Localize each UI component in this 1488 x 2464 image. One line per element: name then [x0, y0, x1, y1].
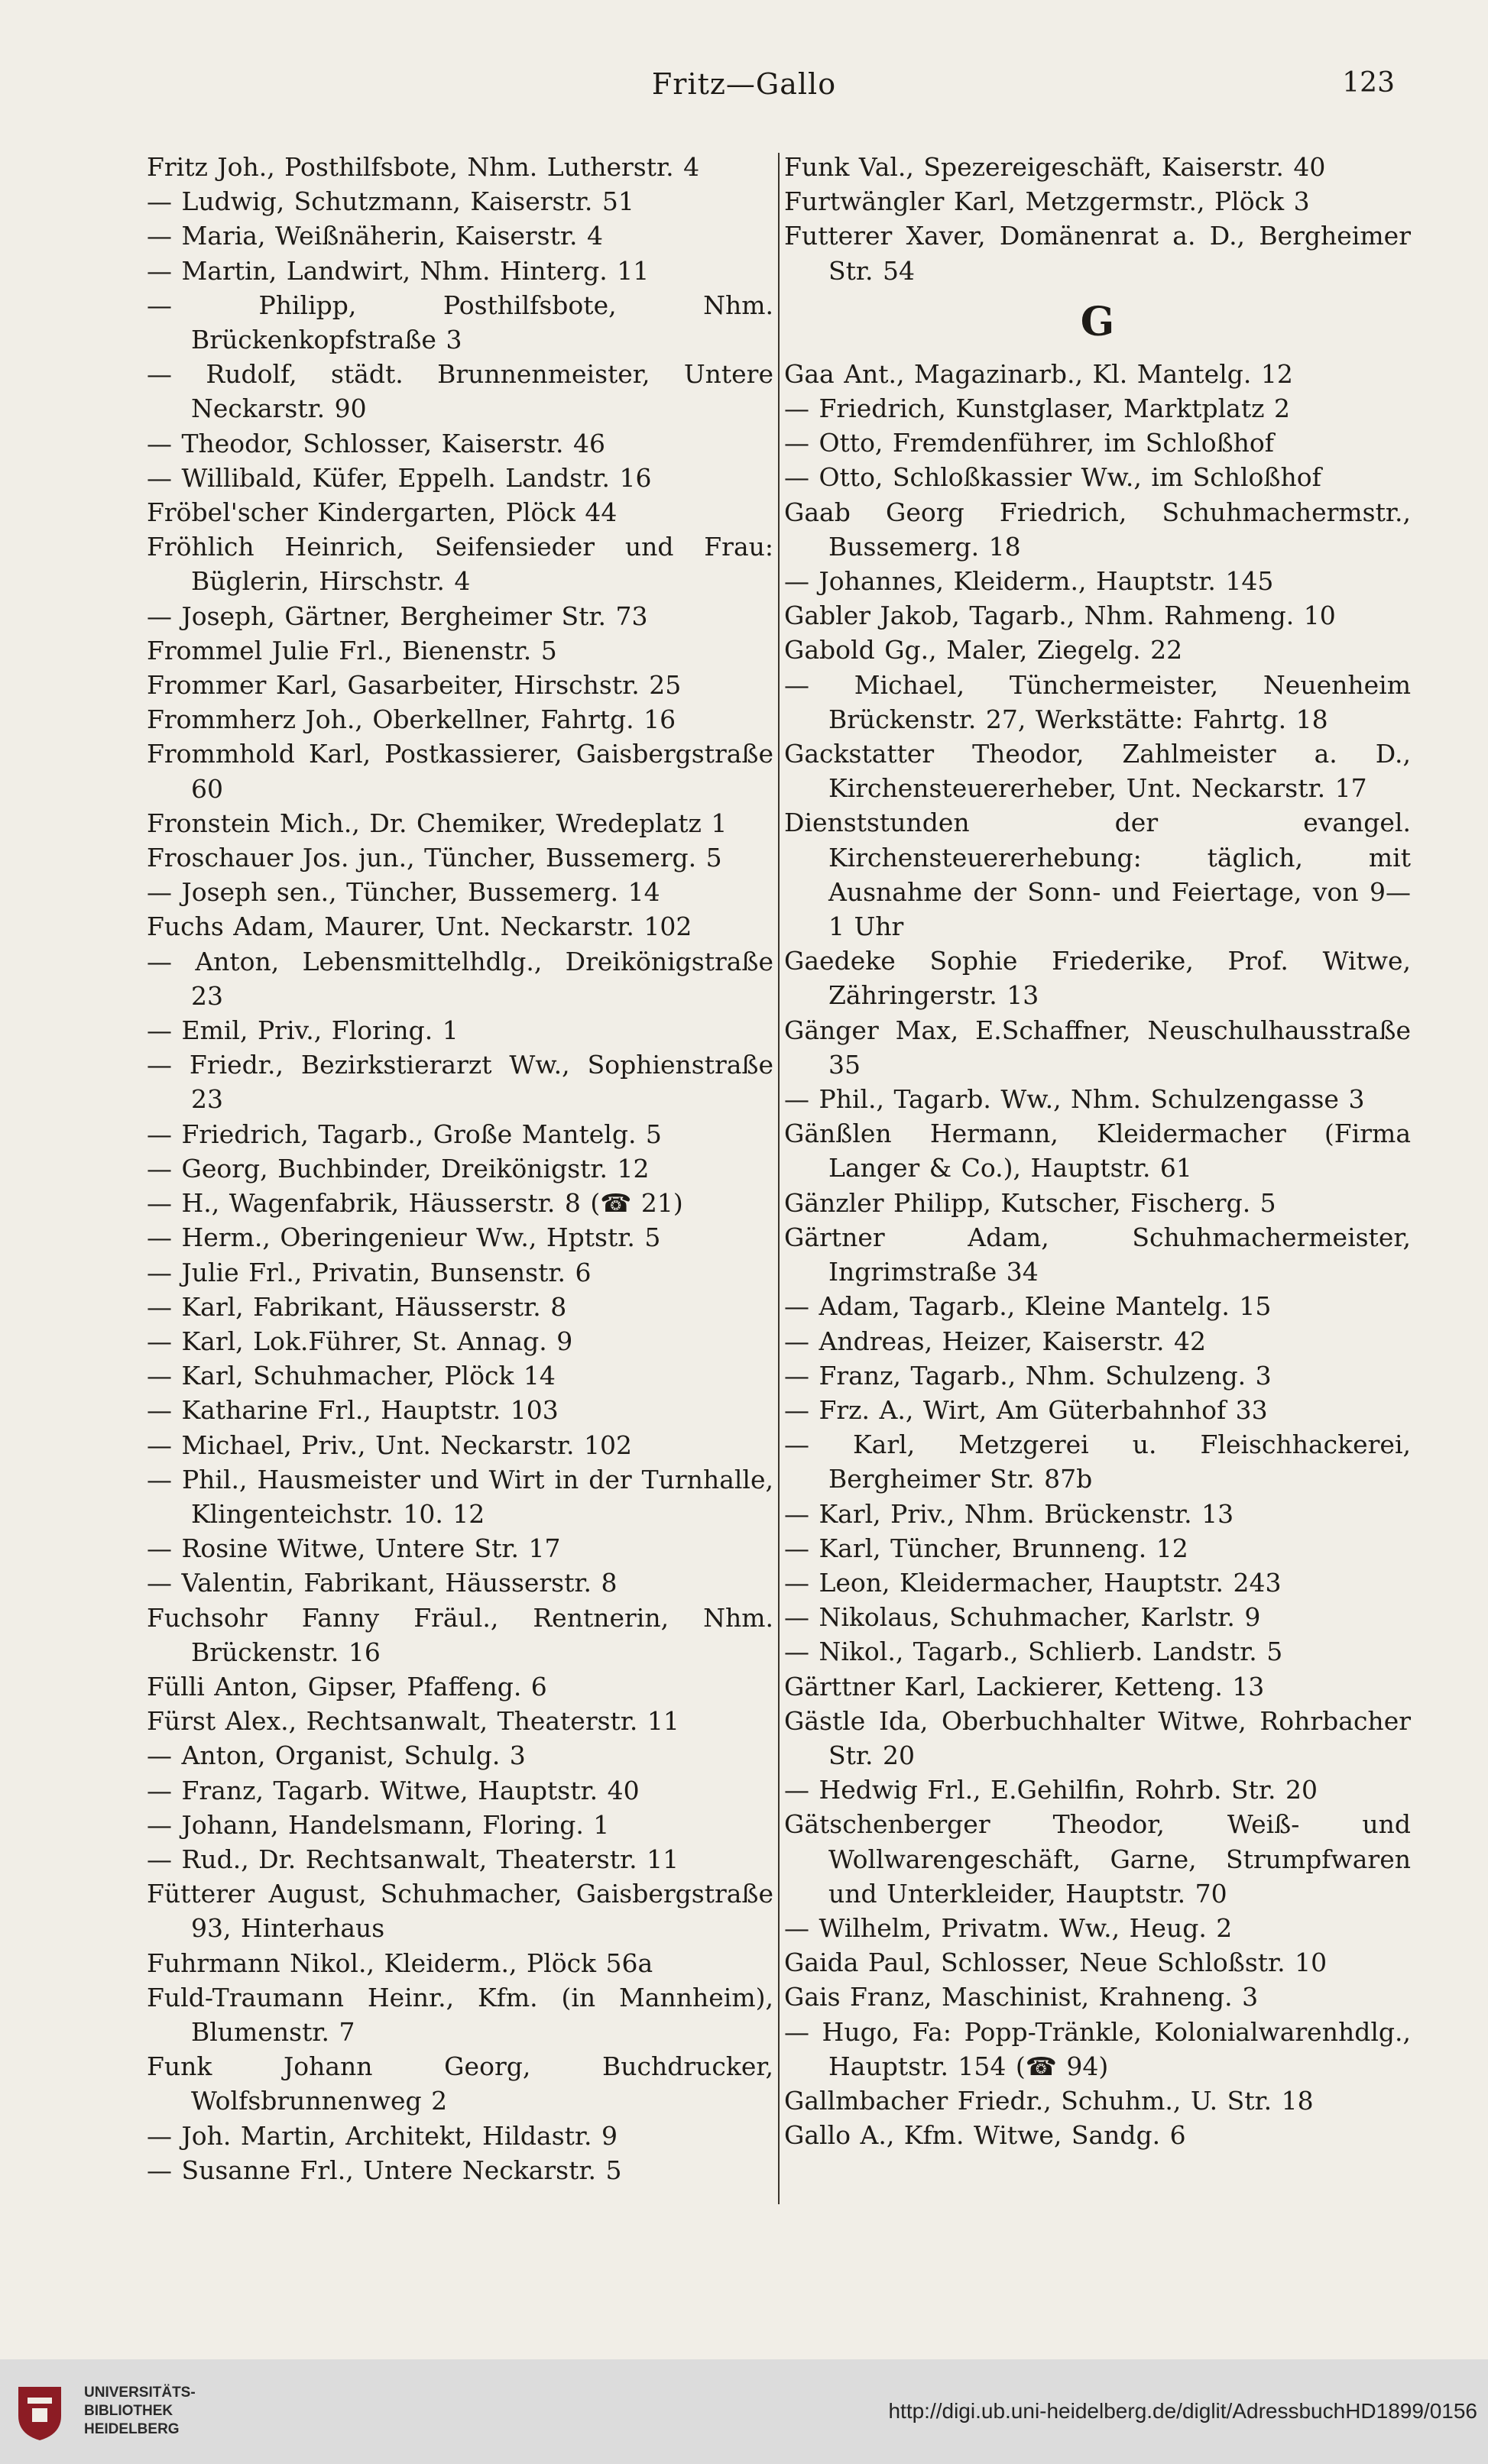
directory-entry: Gais Franz, Maschinist, Krahneng. 3 — [784, 1982, 1259, 2012]
library-logo-text — [84, 2384, 196, 2439]
directory-entry: — Susanne Frl., Untere Neckarstr. 5 — [147, 2155, 622, 2185]
logo-line-2: BIBLIOTHEK — [84, 2403, 173, 2419]
directory-entry: Fuld-Traumann Heinr., Kfm. (in Mannheim), Blumenstr. 7 — [147, 1982, 773, 2047]
directory-entry: Fröhlich Heinrich, Seifensieder und Frau: Büglerin, Hirschstr. 4 — [147, 532, 773, 597]
directory-entry: Furtwängler Karl, Metzgermstr., Plöck 3 — [784, 186, 1310, 217]
directory-entry: Gänger Max, E.Schaffner, Neuschulhausstraße 35 — [784, 1015, 1411, 1080]
directory-entry: — Franz, Tagarb., Nhm. Schulzeng. 3 — [784, 1360, 1272, 1391]
directory-entry: Gallo A., Kfm. Witwe, Sandg. 6 — [784, 2120, 1186, 2151]
directory-entry: — Anton, Organist, Schulg. 3 — [147, 1740, 526, 1771]
right-column-top-entries — [784, 150, 1411, 288]
directory-entry: Funk Johann Georg, Buchdrucker, Wolfsbrunnenweg 2 — [147, 2051, 773, 2116]
directory-entry: Fritz Joh., Posthilfsbote, Nhm. Lutherstr. 4 — [147, 152, 700, 182]
directory-entry: — Rudolf, städt. Brunnenmeister, Untere Neckarstr. 90 — [147, 359, 773, 424]
column-divider — [778, 153, 780, 2204]
directory-entry: Fülli Anton, Gipser, Pfaffeng. 6 — [147, 1671, 547, 1701]
directory-entry: — Andreas, Heizer, Kaiserstr. 42 — [784, 1326, 1206, 1356]
directory-entry: — Friedrich, Tagarb., Große Mantelg. 5 — [147, 1119, 662, 1149]
directory-entry: — Johann, Handelsmann, Floring. 1 — [147, 1809, 610, 1840]
directory-entry: — Anton, Lebensmittelhdlg., Dreikönigstraße 23 — [147, 946, 773, 1011]
directory-entry: — Nikolaus, Schuhmacher, Karlstr. 9 — [784, 1602, 1261, 1633]
university-seal-icon — [15, 2382, 64, 2442]
directory-entry: — Otto, Fremdenführer, im Schloßhof — [784, 428, 1274, 458]
directory-entry: Frommel Julie Frl., Bienenstr. 5 — [147, 635, 557, 665]
directory-entry: Funk Val., Spezereigeschäft, Kaiserstr. 40 — [784, 152, 1326, 182]
directory-entry: Froschauer Jos. jun., Tüncher, Bussemerg. 5 — [147, 843, 722, 873]
directory-entry: — Phil., Hausmeister und Wirt in der Turnhalle, Klingenteichstr. 10. 12 — [147, 1464, 773, 1529]
directory-entry: Gärtner Adam, Schuhmachermeister, Ingrimstraße 34 — [784, 1222, 1411, 1287]
directory-entry: — Philipp, Posthilfsbote, Nhm. Brückenkopfstraße 3 — [147, 290, 773, 355]
directory-entry: — Hugo, Fa: Popp-Tränkle, Kolonialwarenhdlg., Hauptstr. 154 (☎ 94) — [784, 2016, 1411, 2081]
directory-entry: Fürst Alex., Rechtsanwalt, Theaterstr. 11 — [147, 1706, 679, 1737]
directory-entry: — Hedwig Frl., E.Gehilfin, Rohrb. Str. 20 — [784, 1775, 1318, 1805]
directory-entry: — Emil, Priv., Floring. 1 — [147, 1015, 459, 1046]
directory-entry: — Karl, Lok.Führer, St. Annag. 9 — [147, 1326, 573, 1356]
logo-line-1: UNIVERSITÄTS- — [84, 2385, 196, 2401]
directory-entry: Fuhrmann Nikol., Kleiderm., Plöck 56a — [147, 1948, 653, 1978]
directory-entry: — Herm., Oberingenieur Ww., Hptstr. 5 — [147, 1222, 661, 1253]
directory-entry: Gästle Ida, Oberbuchhalter Witwe, Rohrbacher Str. 20 — [784, 1705, 1411, 1770]
directory-entry: Gärttner Karl, Lackierer, Ketteng. 13 — [784, 1671, 1265, 1701]
right-column-entries — [784, 357, 1411, 2153]
directory-entry: — Joseph sen., Tüncher, Bussemerg. 14 — [147, 877, 660, 908]
directory-entry: — Martin, Landwirt, Nhm. Hinterg. 11 — [147, 255, 650, 286]
directory-entry: Gätschenberger Theodor, Weiß- und Wollwarengeschäft, Garne, Strumpfwaren und Unterkleider, Hauptstr. 70 — [784, 1809, 1411, 1909]
page-number: 123 — [1342, 67, 1395, 99]
directory-entry: — Theodor, Schlosser, Kaiserstr. 46 — [147, 428, 606, 458]
directory-entry: Gaa Ant., Magazinarb., Kl. Mantelg. 12 — [784, 358, 1293, 389]
page-title: Fritz—Gallo — [651, 67, 837, 101]
directory-entry: Futterer Xaver, Domänenrat a. D., Bergheimer Str. 54 — [784, 221, 1411, 286]
directory-entry: Gabler Jakob, Tagarb., Nhm. Rahmeng. 10 — [784, 601, 1336, 631]
directory-entry: — Katharine Frl., Hauptstr. 103 — [147, 1395, 559, 1426]
directory-entry: Gallmbacher Friedr., Schuhm., U. Str. 18 — [784, 2085, 1314, 2116]
directory-entry: Fronstein Mich., Dr. Chemiker, Wredeplatz 1 — [147, 808, 728, 838]
directory-entry: — Johannes, Kleiderm., Hauptstr. 145 — [784, 566, 1274, 597]
directory-entry: — Otto, Schloßkassier Ww., im Schloßhof — [784, 462, 1321, 493]
directory-entry: — H., Wagenfabrik, Häusserstr. 8 (☎ 21) — [147, 1188, 683, 1219]
directory-entry: — Julie Frl., Privatin, Bunsenstr. 6 — [147, 1257, 592, 1287]
source-url-link[interactable]: http://digi.ub.uni-heidelberg.de/diglit/AdressbuchHD1899/0156 — [888, 2399, 1477, 2423]
directory-entry: Gaedeke Sophie Friederike, Prof. Witwe, Zähringerstr. 13 — [784, 946, 1411, 1011]
directory-entry: — Friedrich, Kunstglaser, Marktplatz 2 — [784, 393, 1290, 424]
directory-entry: Gänzler Philipp, Kutscher, Fischerg. 5 — [784, 1187, 1276, 1218]
directory-entry: — Michael, Tünchermeister, Neuenheim Brückenstr. 27, Werkstätte: Fahrtg. 18 — [784, 669, 1411, 734]
directory-entry: — Phil., Tagarb. Ww., Nhm. Schulzengasse 3 — [784, 1084, 1365, 1115]
directory-entry: Fuchs Adam, Maurer, Unt. Neckarstr. 102 — [147, 911, 692, 942]
directory-entry: Gaida Paul, Schlosser, Neue Schloßstr. 10 — [784, 1948, 1328, 1978]
directory-entry: — Maria, Weißnäherin, Kaiserstr. 4 — [147, 221, 604, 251]
directory-entry: — Karl, Schuhmacher, Plöck 14 — [147, 1361, 556, 1391]
directory-entry: — Frz. A., Wirt, Am Güterbahnhof 33 — [784, 1394, 1268, 1425]
directory-entry: — Karl, Metzgerei u. Fleischhackerei, Bergheimer Str. 87b — [784, 1430, 1411, 1494]
directory-entry: Frommer Karl, Gasarbeiter, Hirschstr. 25 — [147, 670, 682, 701]
directory-entry: — Joh. Martin, Architekt, Hildastr. 9 — [147, 2120, 618, 2151]
section-letter: G — [1080, 298, 1115, 345]
directory-entry: — Karl, Fabrikant, Häusserstr. 8 — [147, 1291, 567, 1322]
directory-entry: — Rosine Witwe, Untere Str. 17 — [147, 1533, 561, 1564]
directory-entry: — Franz, Tagarb. Witwe, Hauptstr. 40 — [147, 1775, 640, 1805]
directory-entry: Fröbel'scher Kindergarten, Plöck 44 — [147, 497, 618, 528]
directory-entry: — Ludwig, Schutzmann, Kaiserstr. 51 — [147, 186, 634, 217]
directory-entry: — Friedr., Bezirkstierarzt Ww., Sophienstraße 23 — [147, 1050, 773, 1115]
directory-entry: — Rud., Dr. Rechtsanwalt, Theaterstr. 11 — [147, 1844, 679, 1874]
directory-entry: — Karl, Tüncher, Brunneng. 12 — [784, 1533, 1188, 1563]
directory-entry: — Leon, Kleidermacher, Hauptstr. 243 — [784, 1567, 1282, 1598]
directory-entry: Gaab Georg Friedrich, Schuhmachermstr., Bussemerg. 18 — [784, 497, 1411, 562]
directory-entry: Frommherz Joh., Oberkellner, Fahrtg. 16 — [147, 704, 676, 735]
directory-entry: Gänßlen Hermann, Kleidermacher (Firma Langer & Co.), Hauptstr. 61 — [784, 1119, 1411, 1183]
directory-entry: Dienststunden der evangel. Kirchensteuererhebung: täglich, mit Ausnahme der Sonn- und Feiertage, von 9—1 Uhr — [784, 808, 1411, 942]
directory-entry: Fuchsohr Fanny Fräul., Rentnerin, Nhm. Brückenstr. 16 — [147, 1602, 773, 1667]
directory-entry: — Georg, Buchbinder, Dreikönigstr. 12 — [147, 1153, 650, 1183]
directory-entry: — Willibald, Küfer, Eppelh. Landstr. 16 — [147, 462, 652, 493]
directory-entry: — Michael, Priv., Unt. Neckarstr. 102 — [147, 1430, 632, 1460]
directory-entry: Frommhold Karl, Postkassierer, Gaisbergstraße 60 — [147, 739, 773, 804]
directory-entry: — Joseph, Gärtner, Bergheimer Str. 73 — [147, 601, 648, 631]
directory-entry: — Wilhelm, Privatm. Ww., Heug. 2 — [784, 1912, 1233, 1943]
logo-line-3: HEIDELBERG — [84, 2421, 180, 2437]
directory-entry: Gackstatter Theodor, Zahlmeister a. D., Kirchensteuererheber, Unt. Neckarstr. 17 — [784, 739, 1411, 804]
footer-bar — [0, 2359, 1488, 2464]
right-column — [784, 150, 1411, 2152]
directory-entry: — Adam, Tagarb., Kleine Mantelg. 15 — [784, 1291, 1272, 1322]
directory-entry: Fütterer August, Schuhmacher, Gaisbergstraße 93, Hinterhaus — [147, 1879, 773, 1944]
directory-entry: Gabold Gg., Maler, Ziegelg. 22 — [784, 635, 1183, 665]
left-column — [147, 150, 773, 2187]
directory-entry: — Karl, Priv., Nhm. Brückenstr. 13 — [784, 1498, 1234, 1529]
directory-entry: — Nikol., Tagarb., Schlierb. Landstr. 5 — [784, 1637, 1283, 1667]
directory-entry: — Valentin, Fabrikant, Häusserstr. 8 — [147, 1568, 618, 1598]
